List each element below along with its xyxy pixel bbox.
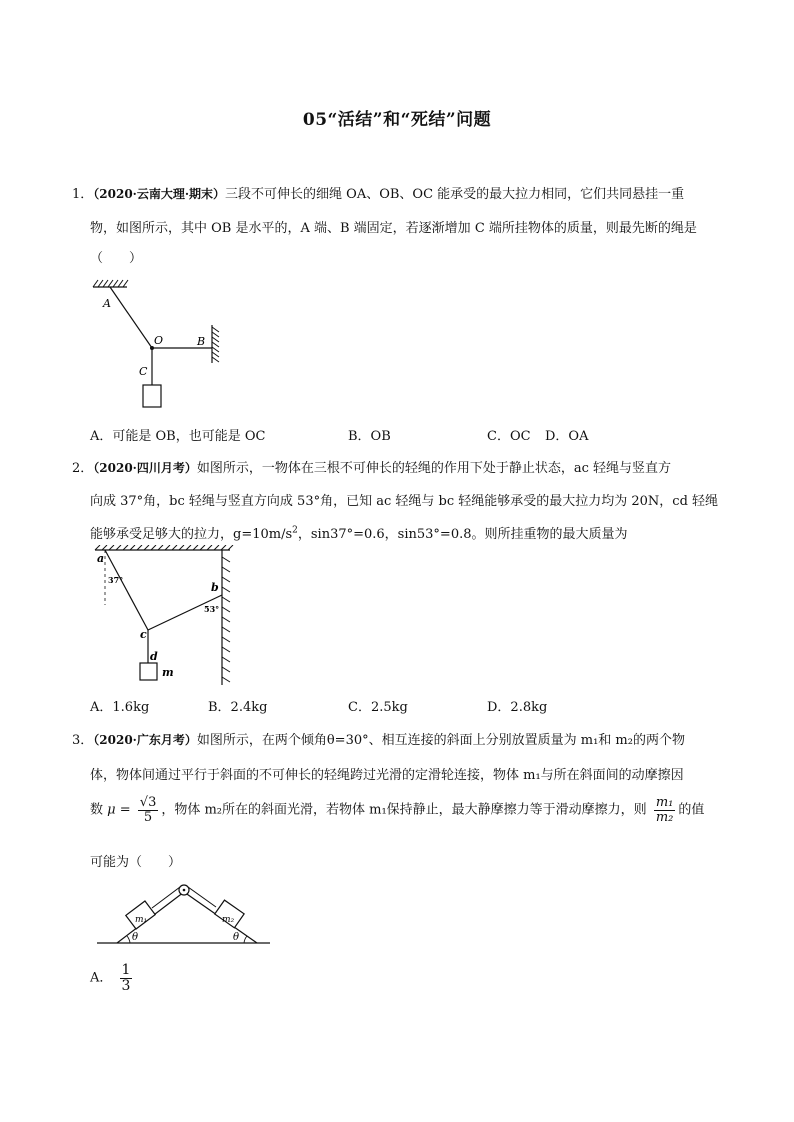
- q1-option-c: C．OC: [487, 429, 531, 444]
- q2-text3a: 能够承受足够大的拉力，g=10m/s: [90, 527, 293, 542]
- q3-option-a-num: 1: [121, 962, 131, 978]
- q3-ratio-num: m₁: [655, 795, 674, 810]
- q1-option-d: D．OA: [545, 429, 589, 444]
- q2-angle-53: 53°: [204, 604, 220, 614]
- q2-line3: [90, 523, 628, 542]
- q1-label-a: A: [103, 297, 111, 310]
- q2-label-m: m: [162, 666, 174, 679]
- q2-line1: [72, 457, 671, 476]
- q2-diagram: [90, 545, 240, 690]
- q2-label-a: a: [97, 552, 105, 565]
- q3-mu: μ =: [107, 802, 131, 818]
- q1-option-a: A．可能是 OB，也可能是 OC: [90, 429, 266, 444]
- q2-label-c: c: [140, 628, 147, 641]
- q1-blank: （ ）: [90, 251, 143, 266]
- q1-line2: 物，如图所示，其中 OB 是水平的，A 端、B 端固定，若逐渐增加 C 端所挂物体的质量，则最先断的绳是: [90, 221, 697, 236]
- q2-option-b: B．2.4kg: [208, 700, 268, 715]
- q1-label-c: C: [139, 365, 148, 378]
- q2-text1: 如图所示，一物体在三根不可伸长的轻绳的作用下处于静止状态，ac 轻绳与竖直方: [196, 461, 672, 476]
- q3-option-a: [90, 963, 135, 993]
- q2-option-c: C．2.5kg: [348, 700, 408, 715]
- q3-option-a-fraction: [120, 963, 133, 993]
- q1-text1: 三段不可伸长的细绳 OA、OB、OC 能承受的最大拉力相同，它们共同悬挂一重: [225, 187, 685, 202]
- q3-ratio-fraction: [654, 796, 676, 824]
- q3-line1: [72, 729, 685, 748]
- q3-line2: 体，物体间通过平行于斜面的不可伸长的轻绳跨过光滑的定滑轮连接，物体 m₁与所在斜面间的动摩擦因: [90, 768, 684, 783]
- q2-angle-37: 37°: [108, 575, 124, 585]
- q1-line1: [72, 183, 684, 202]
- q3-text3a: 数: [90, 802, 104, 818]
- q3-diagram: [92, 880, 277, 952]
- q1-diagram: [85, 275, 245, 415]
- q3-label-m2: m₂: [222, 915, 235, 925]
- q1-label-o: O: [154, 334, 164, 347]
- q1-label-b: B: [197, 335, 206, 348]
- q3-number: 3．: [72, 733, 94, 748]
- q3-mu-fraction: [138, 796, 159, 824]
- q3-theta-right: θ: [233, 932, 240, 943]
- q3-ratio-den: m₂: [655, 809, 674, 825]
- q2-label-b: b: [211, 581, 219, 594]
- q3-mu-num: √3: [139, 795, 157, 810]
- q3-option-a-label: A．: [90, 970, 113, 986]
- q2-text3sup: 2: [292, 525, 298, 536]
- q3-label-m1: m₁: [135, 915, 148, 925]
- q3-text3b: ，物体 m₂所在的斜面光滑，若物体 m₁保持静止，最大静摩擦力等于滑动摩擦力，则: [161, 802, 647, 818]
- q2-option-d: D．2.8kg: [487, 700, 548, 715]
- q3-option-a-den: 3: [121, 977, 131, 994]
- q1-source: （2020·云南大理·期末）: [93, 187, 226, 201]
- q1-number: 1．: [72, 187, 94, 202]
- q3-theta-left: θ: [132, 932, 139, 943]
- page-title: 05“活结”和“死结”问题: [302, 110, 492, 130]
- q1-option-b: B．OB: [348, 429, 391, 444]
- q3-line3: [90, 796, 704, 824]
- q3-mu-den: 5: [143, 809, 153, 825]
- q2-number: 2．: [72, 461, 94, 476]
- q3-line4: 可能为（ ）: [90, 855, 182, 870]
- q2-line2: 向成 37°角，bc 轻绳与竖直方向成 53°角，已知 ac 轻绳与 bc 轻绳能够承受的最大拉力均为 20N，cd 轻绳: [90, 494, 719, 509]
- q2-label-d: d: [150, 650, 158, 663]
- q2-source: （2020·四川月考）: [93, 461, 197, 475]
- q2-option-a: A．1.6kg: [90, 700, 150, 715]
- q3-text3c: 的值: [678, 802, 705, 818]
- q3-source: （2020·广东月考）: [93, 733, 197, 747]
- q2-text3b: ，sin37°=0.6，sin53°=0.8。则所挂重物的最大质量为: [297, 527, 628, 542]
- q3-text1: 如图所示，在两个倾角θ=30°、相互连接的斜面上分别放置质量为 m₁和 m₂的两个物: [196, 733, 685, 748]
